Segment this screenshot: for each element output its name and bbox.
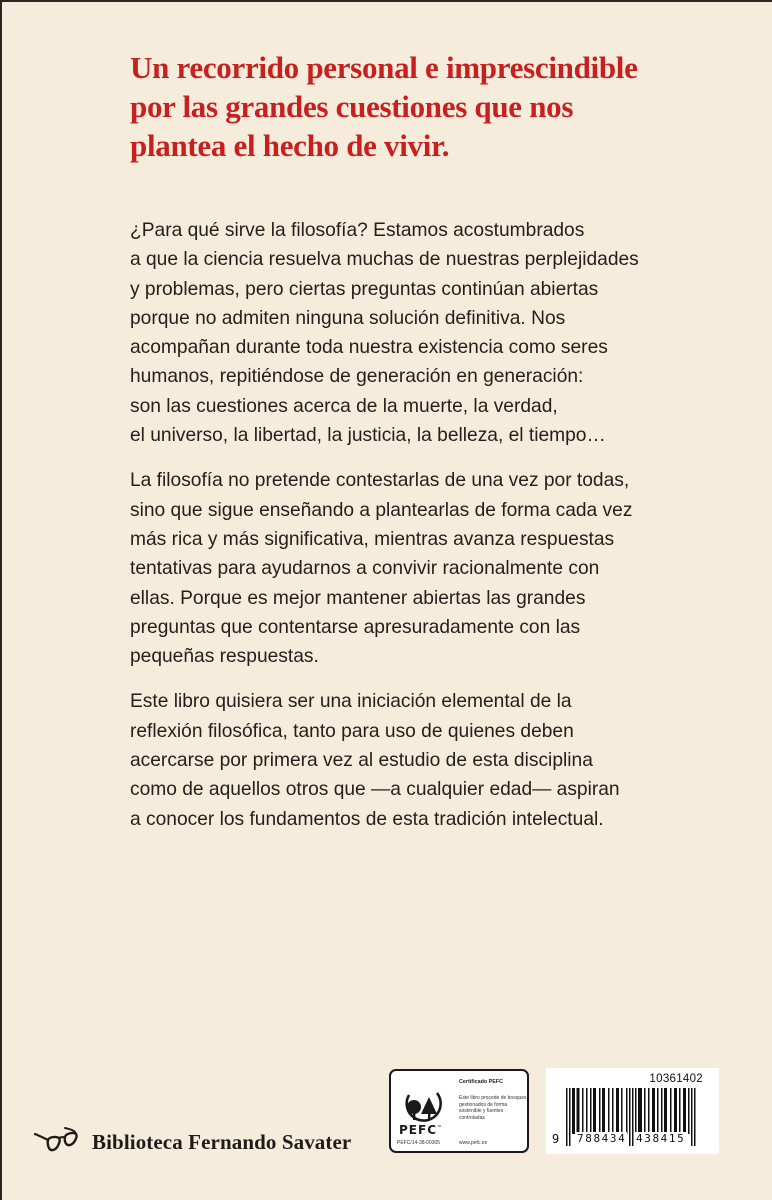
blurb-line: a que la ciencia resuelva muchas de nuestras perplejidades [130, 249, 639, 271]
blurb-line: ¿Para qué sirve la filosofía? Estamos acostumbrados [130, 220, 585, 241]
blurb-line: a conocer los fundamentos de esta tradición intelectual. [130, 808, 604, 830]
tagline-line: plantea el hecho de vivir. [130, 128, 450, 163]
blurb-line: ellas. Porque es mejor mantener abiertas las grandes [130, 587, 586, 609]
blurb-line: y problemas, pero ciertas preguntas continúan abiertas [130, 278, 599, 300]
pefc-description: Este libro procede de bosques gestionados de forma sostenible y fuentes controladas [459, 1095, 527, 1121]
glasses-icon [34, 1126, 80, 1159]
blurb-line: Este libro quisiera ser una iniciación elemental de la [130, 691, 572, 713]
pefc-certification-label [389, 1069, 529, 1153]
blurb-paragraph-2 [130, 466, 730, 671]
blurb-line: preguntas que contentarse apresuradamente con las [130, 616, 581, 638]
pefc-url: www.pefc.es [459, 1140, 488, 1146]
blurb [130, 216, 730, 850]
blurb-line: La filosofía no pretende contestarlas de una vez por todas, [130, 470, 630, 492]
blurb-line: tentativas para ayudarnos a convivir racionalmente con [130, 558, 600, 580]
blurb-line: acompañan durante toda nuestra existencia como seres [130, 337, 608, 359]
isbn-group-2: 438415 [636, 1132, 686, 1145]
blurb-line: como de aquellos otros que —a cualquier edad— aspiran [130, 779, 620, 801]
blurb-paragraph-3 [130, 687, 730, 833]
isbn-first-digit: 9 [552, 1132, 560, 1146]
barcode-reference-number: 10361402 [649, 1073, 703, 1085]
pefc-wordmark: PEFC™ [399, 1123, 443, 1137]
publisher-imprint [34, 1126, 351, 1159]
blurb-line: son las cuestiones acerca de la muerte, la verdad, [130, 395, 558, 417]
blurb-line: porque no admiten ninguna solución definitiva. Nos [130, 307, 566, 329]
blurb-line: más rica y más significativa, mientras avanza respuestas [130, 528, 615, 550]
pefc-title: Certificado PEFC [459, 1079, 504, 1085]
blurb-line: acercarse por primera vez al estudio de esta disciplina [130, 750, 593, 772]
blurb-line: sino que sigue enseñando a plantearlas de forma cada vez [130, 499, 633, 521]
blurb-line: pequeñas respuestas. [130, 646, 319, 668]
isbn-group-1: 788434 [577, 1132, 627, 1145]
blurb-line: humanos, repitiéndose de generación en generación: [130, 366, 584, 388]
publisher-name: Biblioteca Fernando Savater [92, 1130, 352, 1154]
blurb-line: el universo, la libertad, la justicia, la belleza, el tiempo… [130, 425, 606, 447]
tagline-line: por las grandes cuestiones que nos [130, 89, 574, 124]
pefc-code: PEFC/14-38-00305 [397, 1140, 441, 1146]
isbn-barcode [546, 1068, 719, 1154]
tagline-line: Un recorrido personal e imprescindible [130, 50, 638, 85]
blurb-paragraph-1 [130, 216, 730, 450]
blurb-line: reflexión filosófica, tanto para uso de quienes deben [130, 720, 574, 742]
tagline [130, 48, 690, 165]
